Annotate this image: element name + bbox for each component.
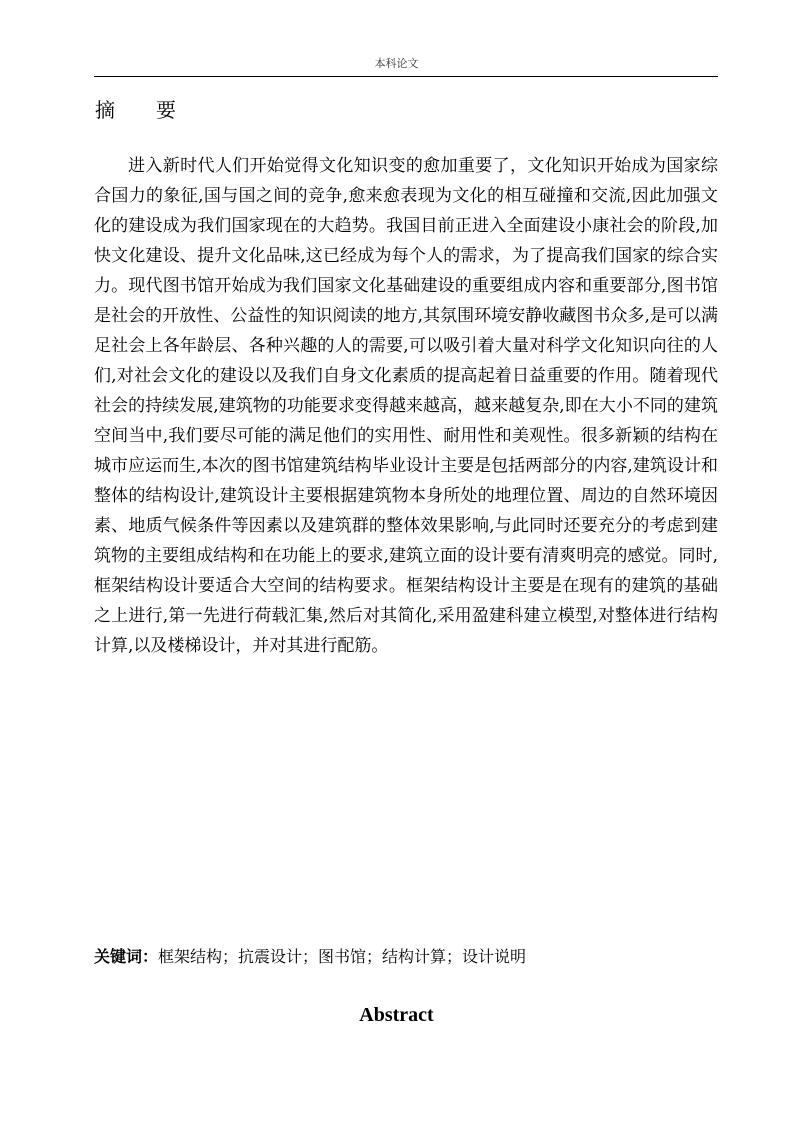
keywords-items: 框架结构；抗震设计；图书馆；结构计算；设计说明 bbox=[158, 947, 527, 966]
keywords-label: 关键词： bbox=[94, 947, 159, 966]
abstract-title-char-1: 摘 bbox=[95, 98, 115, 122]
running-header: 本科论文 bbox=[374, 57, 419, 70]
abstract-body: 进入新时代人们开始觉得文化知识变的愈加重要了，文化知识开始成为国家综合国力的象征,国与国之间的竞争,愈来愈表现为文化的相互碰撞和交流,因此加强文化的建设成为我们国家现在的大趋势。我国目前正进入全面建设小康社会的阶段,加快文化建设、提升文化品味,这已经成为每个人的需求，为了提高我们国家的综合实力。现代图书馆开始成为我们国家文化基础建设的重要组成内容和重要部分,图书馆是社会的开放性、公益性的知识阅读的地方,其氛围环境安静收藏图书众多,是可以满足社会上各年龄层、各种兴趣的人的需要,可以吸引着大量对科学文化知识向往的人们,对社会文化的建设以及我们自身文化素质的提高起着日益重要的作用。随着现代社会的持续发展,建筑物的功能要求变得越来越高，越来越复杂,即在大小不同的建筑空间当中,我们要尽可能的满足他们的实用性、耐用性和美观性。很多新颖的结构在城市应运而生,本次的图书馆建筑结构毕业设计主要是包括两部分的内容,建筑设计和整体的结构设计,建筑设计主要根据建筑物本身所处的地理位置、周边的自然环境因素、地质气候条件等因素以及建筑群的整体效果影响,与此同时还要充分的考虑到建筑物的主要组成结构和在功能上的要求,建筑立面的设计要有清爽明亮的感觉。同时,框架结构设计要适合大空间的结构要求。框架结构设计主要是在现有的建筑的基础之上进行,第一先进行荷载汇集,然后对其简化,采用盈建科建立模型,对整体进行结构计算,以及楼梯设计，并对其进行配筋。 bbox=[94, 156, 718, 656]
abstract-en-title: Abstract bbox=[359, 1004, 434, 1026]
keywords-line bbox=[94, 944, 718, 970]
abstract-title-char-2: 要 bbox=[156, 98, 176, 122]
abstract-title bbox=[95, 96, 295, 124]
header-rule bbox=[94, 76, 718, 77]
